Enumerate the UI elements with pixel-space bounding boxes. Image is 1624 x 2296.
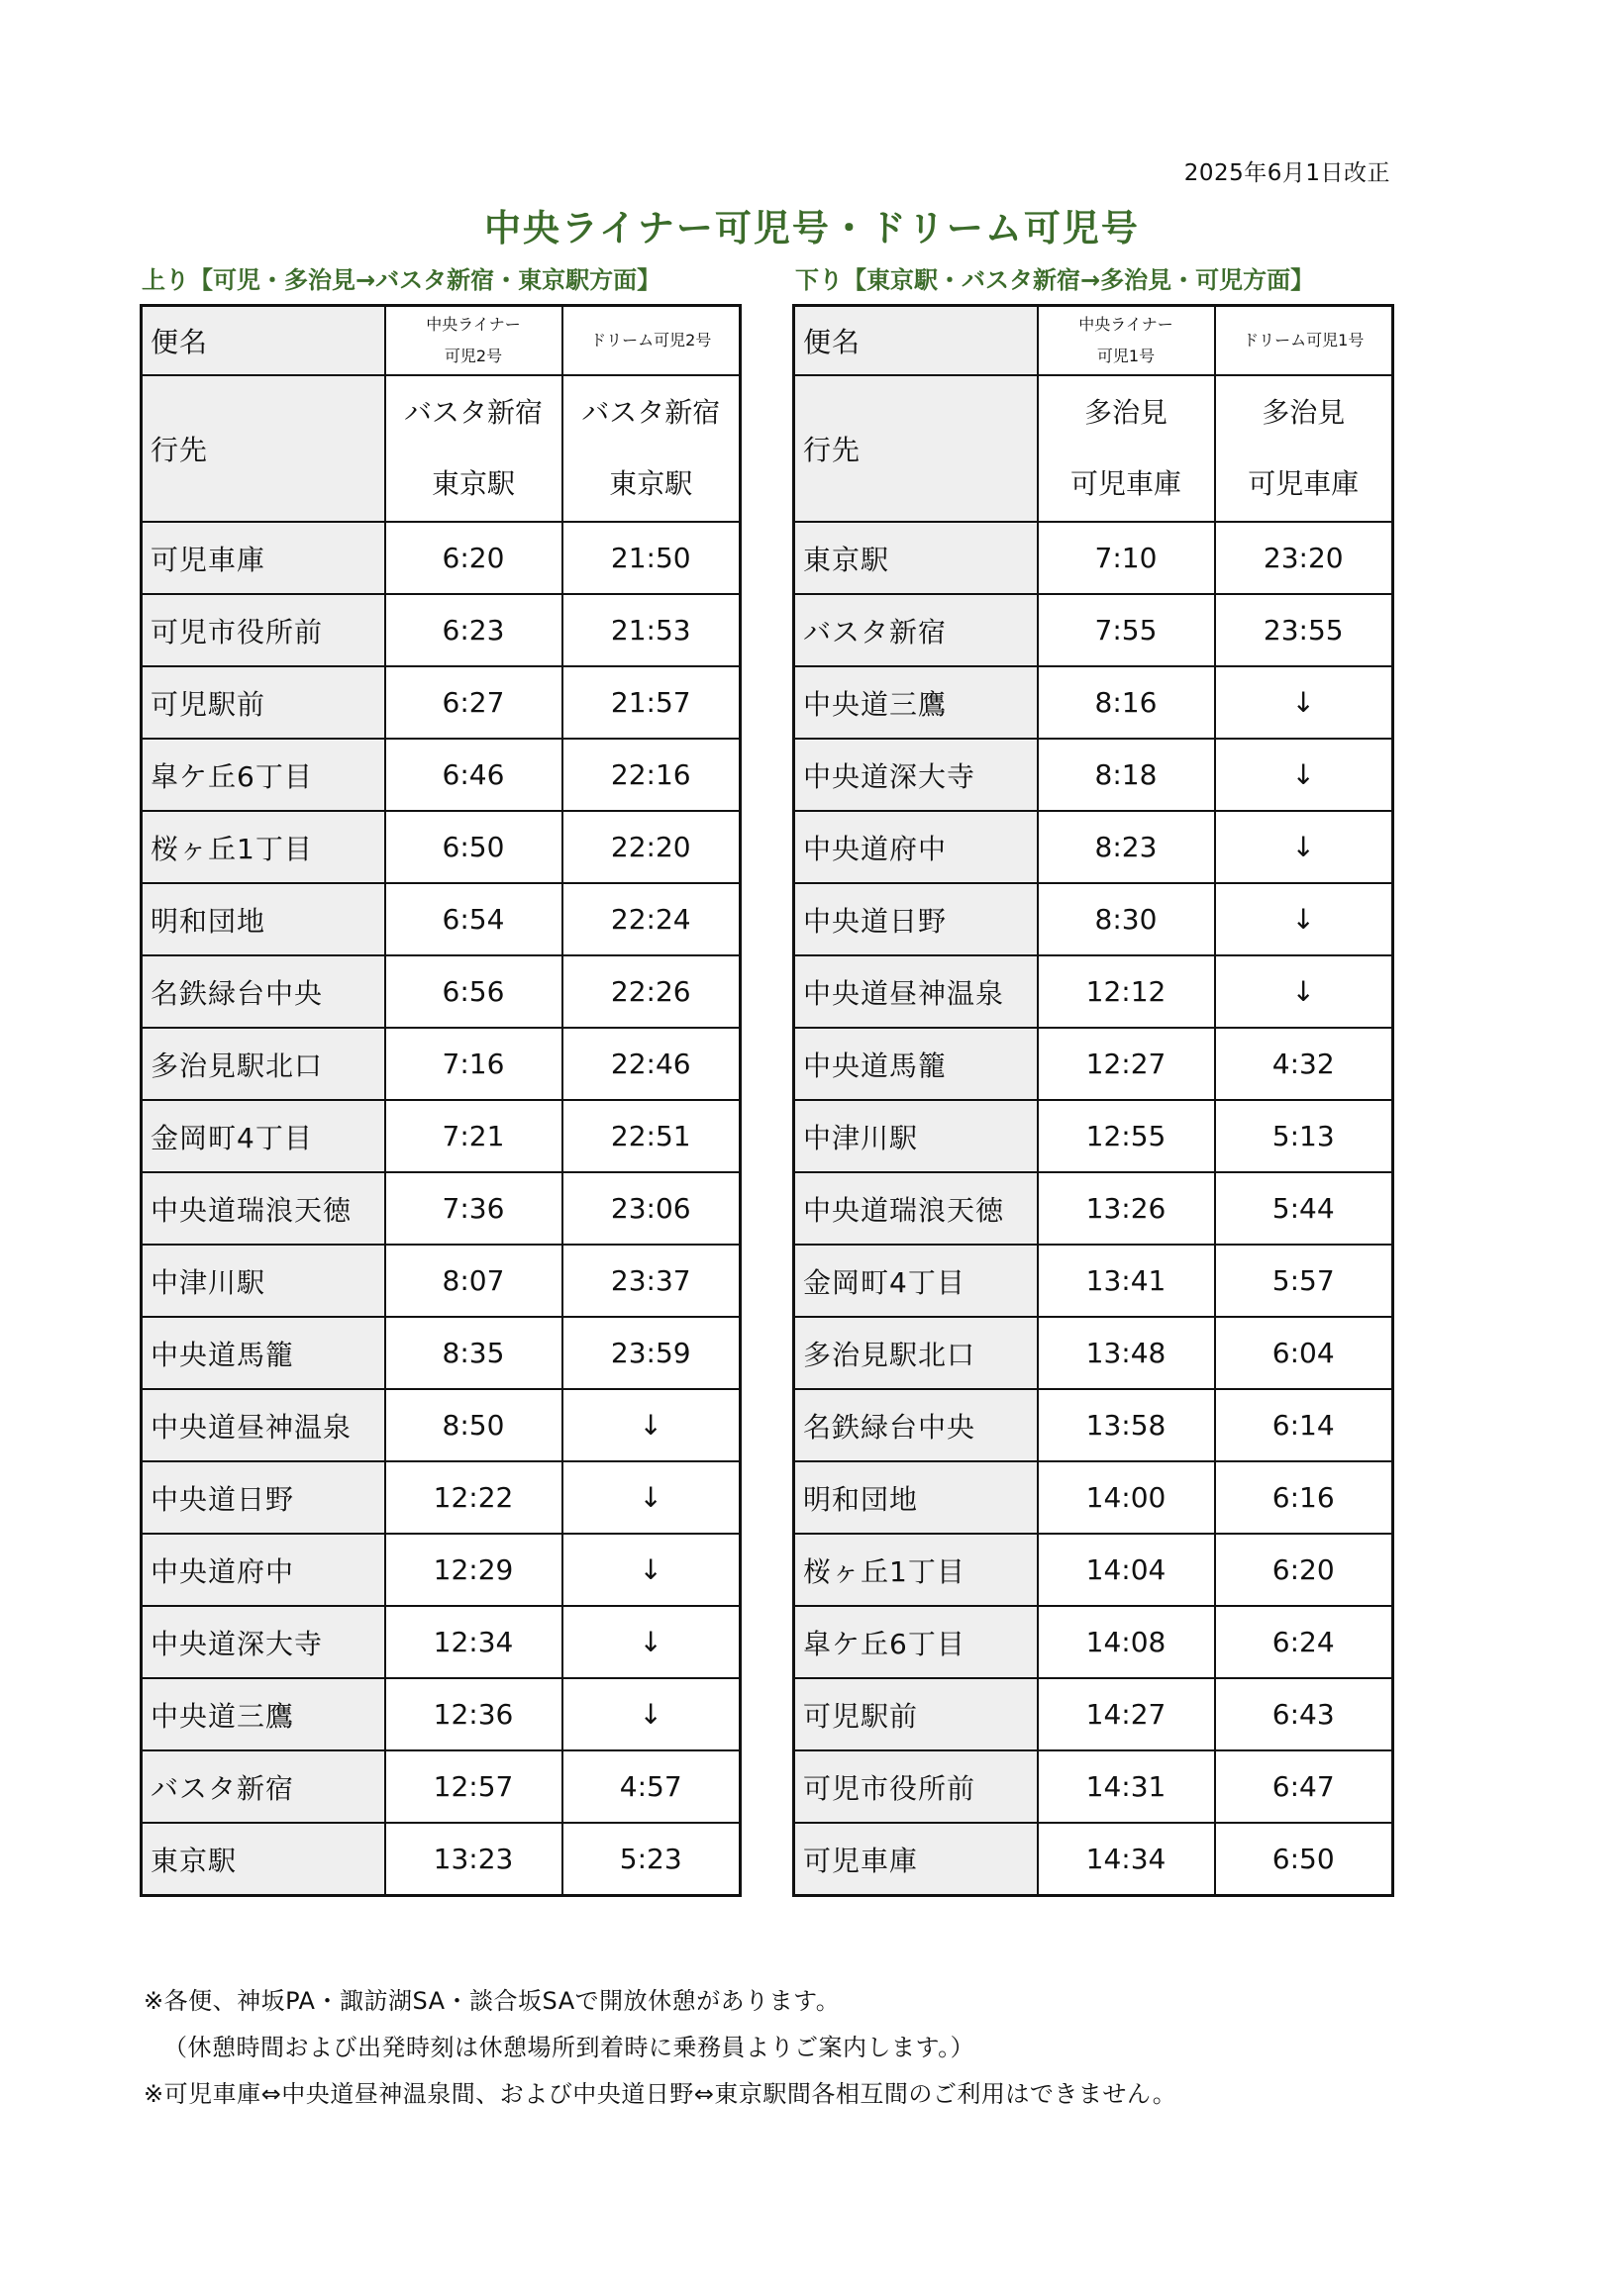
service-a-time: 13:41 [1038,1245,1215,1317]
destination-b-line-1: 多治見 [1262,396,1346,429]
service-b-time: 4:32 [1215,1028,1393,1100]
timetable-row [142,739,741,811]
stop-name: 皐ケ丘6丁目 [142,739,385,811]
note-line: ※各便、神坂PA・諏訪湖SA・談合坂SAで開放休憩があります。 [144,1987,841,2015]
timetable-row [142,1317,741,1389]
stop-name: 多治見駅北口 [794,1317,1038,1389]
stop-name: 皐ケ丘6丁目 [794,1606,1038,1678]
note-line: （休憩時間および出発時刻は休憩場所到着時に乗務員よりご案内します。） [163,2034,975,2061]
timetable-row [794,883,1393,955]
timetable-row [794,1606,1393,1678]
service-b-time: ↓ [1215,883,1393,955]
timetable-row [142,1606,741,1678]
service-b-time: ↓ [562,1389,741,1461]
service-a-time: 6:27 [385,666,562,739]
service-a-time: 14:08 [1038,1606,1215,1678]
stop-name: 可児市役所前 [794,1750,1038,1823]
service-a-time: 8:18 [1038,739,1215,811]
service-a-time: 14:04 [1038,1534,1215,1606]
service-header-row [142,306,741,376]
destination-label: 行先 [142,375,385,522]
service-b-time: 6:20 [1215,1534,1393,1606]
stop-name: 中央道日野 [794,883,1038,955]
service-a-name [1038,306,1215,376]
stop-name: 多治見駅北口 [142,1028,385,1100]
service-a-time: 12:36 [385,1678,562,1750]
stop-name: 中央道深大寺 [142,1606,385,1678]
service-a-time: 14:31 [1038,1750,1215,1823]
timetable-row [142,1172,741,1245]
service-b-time: ↓ [1215,666,1393,739]
service-b-time: 22:26 [562,955,741,1028]
timetable-row [142,1245,741,1317]
service-a-time: 6:23 [385,594,562,666]
service-b-time: ↓ [562,1461,741,1534]
service-a-time: 13:26 [1038,1172,1215,1245]
service-a-time: 8:35 [385,1317,562,1389]
service-a-line-2: 可児2号 [444,347,503,365]
destination-b-line-2: 東京駅 [609,467,693,500]
service-b-time: ↓ [562,1606,741,1678]
service-b-time: ↓ [1215,811,1393,883]
stop-name: 中津川駅 [794,1100,1038,1172]
service-a-time: 8:07 [385,1245,562,1317]
down-timetable-body [794,306,1393,1896]
timetable-row [794,1172,1393,1245]
down-direction-heading: 下り【東京駅・バスタ新宿→多治見・可児方面】 [795,266,1315,294]
destination-b-line-1: バスタ新宿 [581,396,721,429]
destination-label: 行先 [794,375,1038,522]
service-b-time: 6:24 [1215,1606,1393,1678]
timetable-row [794,955,1393,1028]
timetable-row [142,594,741,666]
stop-name: 名鉄緑台中央 [794,1389,1038,1461]
timetable-row [794,1461,1393,1534]
page-title: 中央ライナー可児号・ドリーム可児号 [484,207,1140,250]
stop-name: 中央道昼神温泉 [142,1389,385,1461]
timetable-row [794,1245,1393,1317]
service-a-time: 12:34 [385,1606,562,1678]
service-a-time: 14:27 [1038,1678,1215,1750]
service-a-time: 6:56 [385,955,562,1028]
stop-name: 可児駅前 [142,666,385,739]
stop-name: 可児車庫 [794,1823,1038,1896]
timetable-row [142,1750,741,1823]
service-a-time: 13:23 [385,1823,562,1896]
service-b-time: 6:04 [1215,1317,1393,1389]
service-a-time: 6:20 [385,522,562,594]
timetable-row [142,1678,741,1750]
stop-name: 東京駅 [142,1823,385,1896]
timetable-row [142,1389,741,1461]
service-a-line-2: 可児1号 [1096,347,1156,365]
stop-name: 中央道馬籠 [794,1028,1038,1100]
timetable-row [794,594,1393,666]
service-b-time: 22:20 [562,811,741,883]
stop-name: 東京駅 [794,522,1038,594]
timetable-row [142,522,741,594]
service-a-time: 12:22 [385,1461,562,1534]
stop-name: 中央道府中 [794,811,1038,883]
service-b-time: 6:14 [1215,1389,1393,1461]
stop-name: 桜ヶ丘1丁目 [142,811,385,883]
destination-row [794,375,1393,522]
stop-name: 中央道瑞浪天徳 [794,1172,1038,1245]
service-a-time: 7:10 [1038,522,1215,594]
stop-name: 中央道深大寺 [794,739,1038,811]
timetable-row [142,1100,741,1172]
service-label: 便名 [142,306,385,376]
timetable-row [794,1317,1393,1389]
service-a-time: 12:27 [1038,1028,1215,1100]
stop-name: 可児駅前 [794,1678,1038,1750]
destination-a-line-1: バスタ新宿 [403,396,543,429]
service-a-time: 14:00 [1038,1461,1215,1534]
service-a-time: 6:46 [385,739,562,811]
timetable-row [142,666,741,739]
service-a-time: 14:34 [1038,1823,1215,1896]
timetable-row [142,1028,741,1100]
up-timetable-body [142,306,741,1896]
timetable-row [142,1461,741,1534]
service-b-time: 21:50 [562,522,741,594]
timetable-row [794,1750,1393,1823]
stop-name: バスタ新宿 [794,594,1038,666]
service-b-time: 6:50 [1215,1823,1393,1896]
service-header-row [794,306,1393,376]
stop-name: 中津川駅 [142,1245,385,1317]
destination-a [1038,375,1215,522]
destination-a-line-1: 多治見 [1083,396,1167,429]
service-b-time: 5:44 [1215,1172,1393,1245]
service-b-time: 23:37 [562,1245,741,1317]
down-timetable [792,304,1394,1897]
service-a-time: 8:23 [1038,811,1215,883]
service-a-time: 8:50 [385,1389,562,1461]
timetable-row [794,522,1393,594]
stop-name: 中央道馬籠 [142,1317,385,1389]
service-b-time: ↓ [562,1678,741,1750]
service-a-time: 8:16 [1038,666,1215,739]
notes [144,1978,1176,2118]
timetable-row [794,739,1393,811]
service-a-time: 7:21 [385,1100,562,1172]
timetable-row [142,811,741,883]
timetable-row [142,1823,741,1896]
service-a-time: 7:36 [385,1172,562,1245]
service-b-time: 21:57 [562,666,741,739]
service-label: 便名 [794,306,1038,376]
timetable-row [794,1100,1393,1172]
stop-name: バスタ新宿 [142,1750,385,1823]
service-b-time: ↓ [562,1534,741,1606]
timetable-row [794,1028,1393,1100]
up-direction-heading: 上り【可児・多治見→バスタ新宿・東京駅方面】 [142,266,661,294]
stop-name: 可児市役所前 [142,594,385,666]
destination-a-line-2: 可児車庫 [1069,467,1181,500]
service-b-time: 5:23 [562,1823,741,1896]
stop-name: 明和団地 [794,1461,1038,1534]
stop-name: 可児車庫 [142,522,385,594]
timetable-row [794,666,1393,739]
service-a-time: 13:58 [1038,1389,1215,1461]
service-a-time: 12:12 [1038,955,1215,1028]
service-a-time: 6:54 [385,883,562,955]
timetable-row [794,1823,1393,1896]
timetable-row [794,1678,1393,1750]
service-b-time: 6:47 [1215,1750,1393,1823]
service-b-time: 5:13 [1215,1100,1393,1172]
service-b-time: 22:16 [562,739,741,811]
destination-b [1215,375,1393,522]
timetable-row [794,811,1393,883]
service-b-time: 6:43 [1215,1678,1393,1750]
destination-row [142,375,741,522]
timetable-row [142,955,741,1028]
timetable-row [794,1534,1393,1606]
service-b-time: 22:24 [562,883,741,955]
timetable-row [142,1534,741,1606]
timetable-row [142,883,741,955]
stop-name: 金岡町4丁目 [794,1245,1038,1317]
service-a-line-1: 中央ライナー [1078,315,1173,334]
stop-name: 金岡町4丁目 [142,1100,385,1172]
service-b-time: 6:16 [1215,1461,1393,1534]
stop-name: 中央道日野 [142,1461,385,1534]
destination-b [562,375,741,522]
service-a-time: 13:48 [1038,1317,1215,1389]
stop-name: 桜ヶ丘1丁目 [794,1534,1038,1606]
note-line: ※可児車庫⇔中央道昼神温泉間、および中央道日野⇔東京駅間各相互間のご利用はできません。 [144,2080,1177,2108]
service-b-time: 4:57 [562,1750,741,1823]
stop-name: 名鉄緑台中央 [142,955,385,1028]
service-a-time: 12:29 [385,1534,562,1606]
service-a-time: 7:16 [385,1028,562,1100]
up-timetable [140,304,742,1897]
stop-name: 中央道昼神温泉 [794,955,1038,1028]
service-b-time: ↓ [1215,739,1393,811]
service-a-name [385,306,562,376]
service-b-time: 23:06 [562,1172,741,1245]
stop-name: 中央道府中 [142,1534,385,1606]
service-a-time: 8:30 [1038,883,1215,955]
destination-b-line-2: 可児車庫 [1248,467,1360,500]
service-b-time: 21:53 [562,594,741,666]
service-b-name: ドリーム可児1号 [1215,306,1393,376]
service-b-time: 5:57 [1215,1245,1393,1317]
service-b-time: 23:20 [1215,522,1393,594]
destination-a [385,375,562,522]
service-b-time: ↓ [1215,955,1393,1028]
service-a-time: 12:55 [1038,1100,1215,1172]
service-a-time: 12:57 [385,1750,562,1823]
service-a-time: 6:50 [385,811,562,883]
service-b-name: ドリーム可児2号 [562,306,741,376]
revision-date: 2025年6月1日改正 [1183,160,1390,186]
stop-name: 明和団地 [142,883,385,955]
destination-a-line-2: 東京駅 [431,467,515,500]
service-a-line-1: 中央ライナー [426,315,521,334]
stop-name: 中央道三鷹 [794,666,1038,739]
stop-name: 中央道三鷹 [142,1678,385,1750]
service-a-time: 7:55 [1038,594,1215,666]
service-b-time: 23:59 [562,1317,741,1389]
service-b-time: 22:51 [562,1100,741,1172]
stop-name: 中央道瑞浪天徳 [142,1172,385,1245]
timetable-row [794,1389,1393,1461]
service-b-time: 22:46 [562,1028,741,1100]
service-b-time: 23:55 [1215,594,1393,666]
